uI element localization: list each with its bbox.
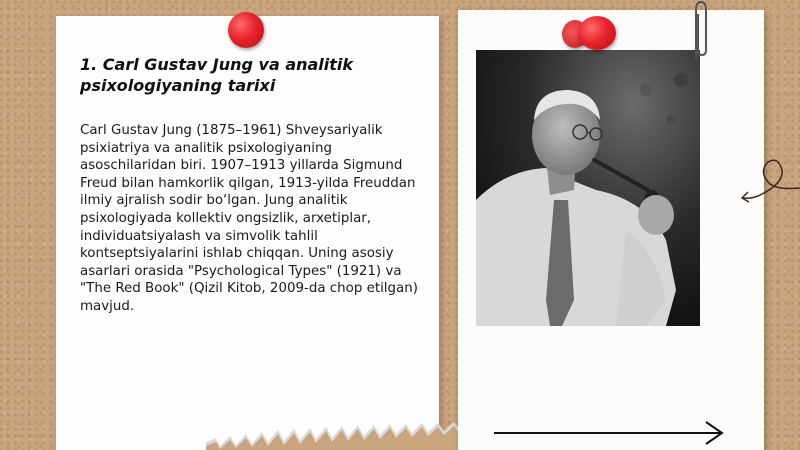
paperclip-icon (690, 0, 712, 60)
loop-arrow-icon (738, 150, 800, 210)
arrow-right-icon (492, 418, 727, 448)
torn-edge (206, 420, 495, 450)
photo-card (458, 10, 764, 450)
portrait-figure (476, 50, 700, 326)
note-title: 1. Carl Gustav Jung va analitik psixologiyaning tarixi (80, 55, 354, 95)
pushpin-icon (228, 12, 264, 48)
pushpin-icon (578, 16, 616, 50)
note-card (56, 16, 439, 450)
portrait-photo (476, 50, 700, 326)
note-body: Carl Gustav Jung (1875–1961) Shveysariyalik psixiatriya va analitik psixologiyaning asoschilaridan biri. 1907–1913 yillarda Sigmund Freud bilan hamkorlik qilgan, 1913-yilda Freuddan ilmiy ajralish sodir bo‘lgan. Jung analitik psixologiyada kollektiv ongsizlik, arxetiplar, individuatsiyalash va simvolik tahlil kontseptsiyalarini ishlab chiqqan. Uning asosiy asarlari orasida "Psychological Types" (1921) va "The Red Book" (Qizil Kitob, 2009-da chop etilgan) mavjud. (80, 123, 418, 314)
